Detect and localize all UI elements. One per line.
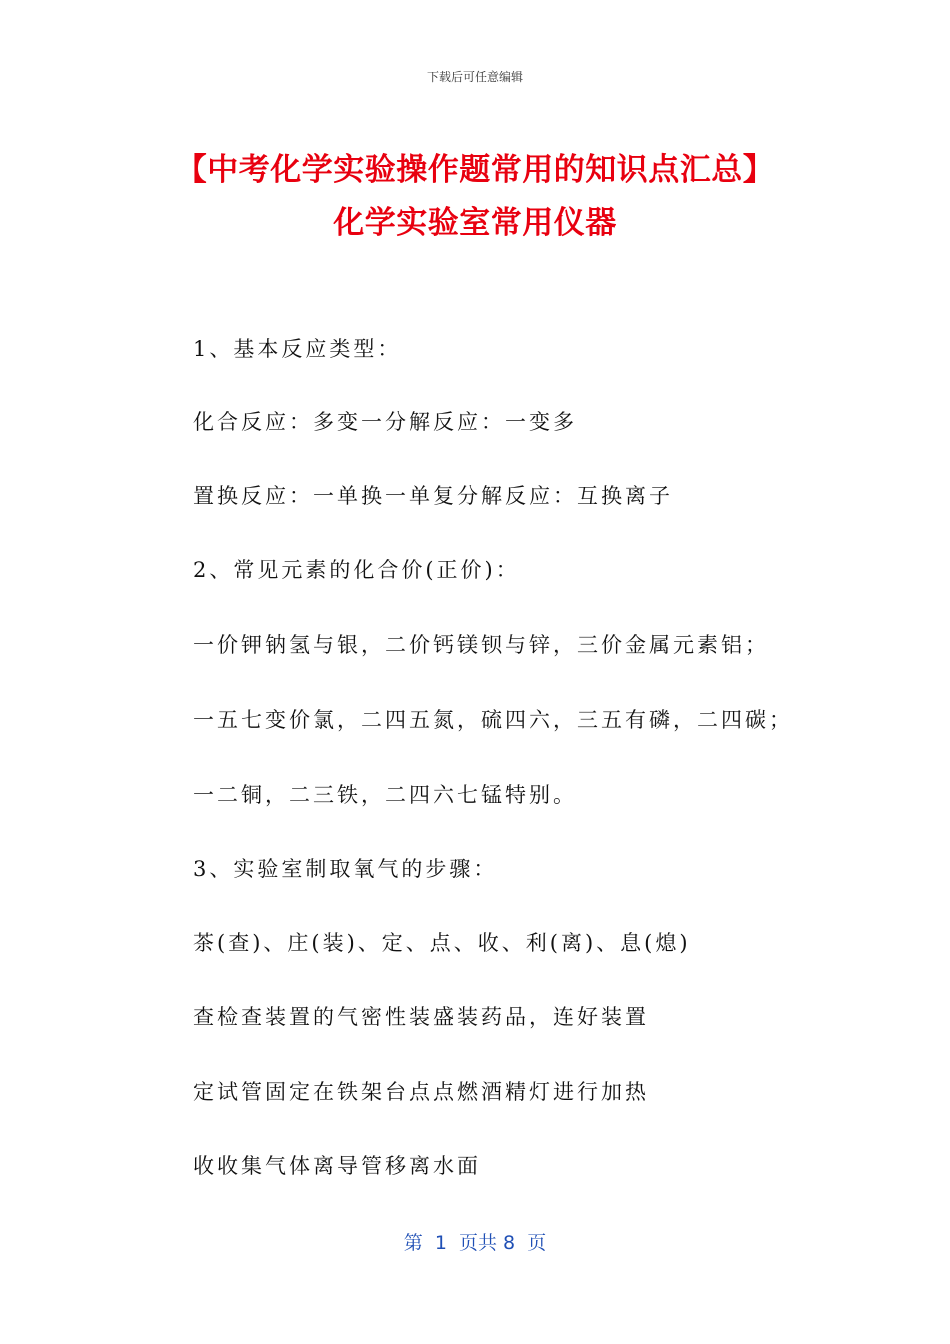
document-title-line-2: 化学实验室常用仪器 (333, 205, 617, 241)
header-note: 下载后可任意编辑 (426, 70, 523, 84)
body-line: 定试管固定在铁架台点点燃酒精灯进行加热 (193, 1080, 649, 1104)
body-line: 置换反应：一单换一单复分解反应：互换离子 (193, 484, 673, 508)
body-line: 化合反应：多变一分解反应：一变多 (193, 410, 577, 434)
section-heading-oxygen-steps: 3、实验室制取氧气的步骤： (193, 857, 498, 881)
body-line: 一五七变价氯，二四五氮，硫四六，三五有磷，二四碳； (193, 708, 793, 732)
section-heading-valence: 2、常见元素的化合价(正价)： (193, 558, 520, 582)
document-title-line-1: 【中考化学实验操作题常用的知识点汇总】 (175, 152, 775, 188)
section-heading-reaction-types: 1、基本反应类型： (193, 337, 402, 361)
body-line: 茶(查)、庄(装)、定、点、收、利(离)、息(熄) (193, 931, 691, 955)
page-number-footer: 第 1 页共 8 页 (403, 1232, 547, 1254)
body-line: 收收集气体离导管移离水面 (193, 1154, 481, 1178)
body-line: 查检查装置的气密性装盛装药品，连好装置 (193, 1005, 649, 1029)
body-line: 一二铜，二三铁，二四六七锰特别。 (193, 783, 577, 807)
body-line: 一价钾钠氢与银，二价钙镁钡与锌，三价金属元素铝； (193, 633, 769, 657)
